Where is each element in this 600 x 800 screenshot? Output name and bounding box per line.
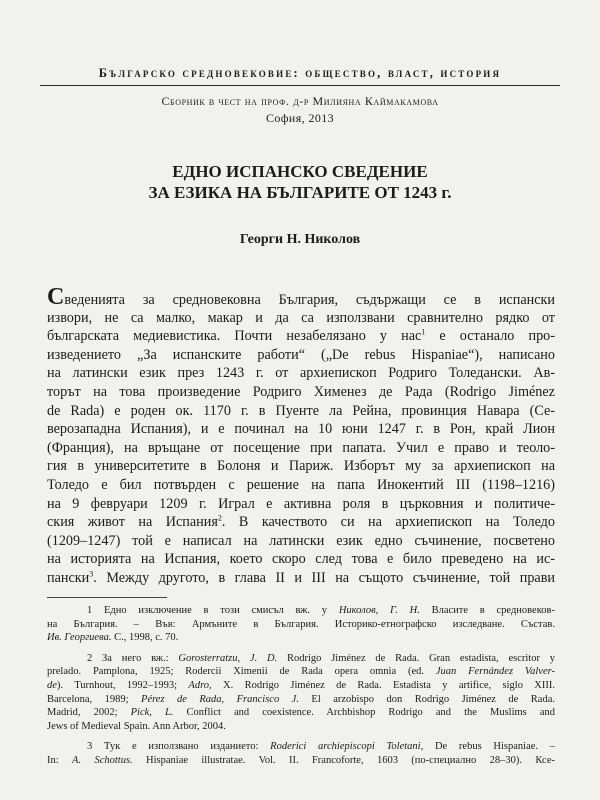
footnote-text: In:	[47, 754, 73, 766]
article-author: Георги Н. Николов	[239, 232, 361, 247]
footnote-author: Roderici archiepiscopi Toletani,	[270, 741, 424, 753]
footnotes	[47, 604, 555, 768]
footnote-text: X. Rodrigo Jiménez de Rada. Estadista y artifice, siglo XIII.	[211, 679, 555, 691]
footnote-line: Jews of Medieval Spain. Ann Arbor, 2004.	[47, 720, 226, 732]
body-line-text: българската медиевистика. Почти незабелязано у нас	[47, 328, 422, 345]
footnote-text: Власите в средновеков-	[419, 605, 555, 616]
drop-cap: С	[47, 284, 65, 310]
body-line: торът на това произведение Родриго Хименез де Рада (Rodrigo Jiménez	[47, 383, 555, 400]
body-line: на латински език през 1243 г. от архиепископ Родриго Толедански. Ав-	[47, 365, 555, 382]
footnote-ref-3[interactable]: 3	[89, 569, 94, 579]
footnote-text: 1 Едно изключение в този смисъл вж. у	[87, 605, 339, 616]
body-line-text: . В качеството си на архиепископ на Толедо	[221, 514, 555, 531]
footnote-text: 3 Тук е използвано изданието:	[87, 741, 271, 753]
footnote-text: El arzobispo don Rodrigo Jiménez de Rada.	[298, 693, 555, 705]
footnote-gap	[47, 733, 555, 740]
footnote-author: Николов, Г. Н.	[338, 605, 420, 616]
article-title-line-2: ЗА ЕЗИКА НА БЪЛГАРИТЕ ОТ 1243 г.	[148, 183, 452, 202]
series-title: Българско средновековие: общество, власт, история	[98, 66, 502, 80]
footnote-text: De rebus Hispaniae. –	[423, 741, 555, 753]
footnote-text: Madrid, 2002;	[47, 707, 131, 719]
footnote-separator	[47, 597, 167, 598]
footnote-text: ). Turnhout, 1992–1993;	[56, 679, 189, 691]
footnote-line	[47, 665, 555, 679]
footnote-text: С., 1998, с. 70.	[111, 632, 179, 644]
festschrift-subtitle: Сборник в чест на проф. д-р Милияна Каймакамова	[161, 94, 439, 108]
footnote-text: Barcelona, 1989;	[47, 693, 142, 705]
footnote-author: de	[47, 679, 57, 691]
article-title	[40, 161, 560, 203]
body-line: (1209–1247) той е написал на латински език едно съчинение, посветено	[47, 532, 555, 549]
body-line-text: веденията за средновековна България, съдържащи се в испански	[64, 292, 555, 308]
body-line-text: ския живот на Испания	[47, 514, 218, 531]
footnote-line	[47, 754, 555, 768]
body-line-text: пански	[47, 569, 90, 586]
body-line: de Rada) е роден ок. 1170 г. в Пуенте ла Рейна, провинция Навара (Се-	[47, 402, 555, 419]
body-line: на 9 февруари 1209 г. Играл е активна роля в църковния и политиче-	[47, 495, 555, 512]
footnote-author: Juan Fernández Valver-	[435, 666, 555, 678]
header-rule	[40, 85, 560, 86]
body-line: изведението „За испанските работи“ („De rebus Hispaniae“), написано	[47, 346, 555, 363]
body-line: извори, не са малко, макар и да са използвани сравнително рядко от	[47, 309, 555, 326]
footnote-text: Rodrigo Jiménez de Rada. Gran estadista, escritor y	[277, 652, 555, 664]
footnote-author: Ив. Георгиева.	[47, 632, 112, 644]
body-line	[47, 513, 555, 532]
body-paragraph	[47, 284, 555, 588]
footnote-ref-1[interactable]: 1	[421, 327, 426, 337]
body-line	[47, 327, 555, 346]
body-line: гия в университетите в Болоня и Париж. Изборът му за архиепископ на	[47, 458, 555, 475]
footnote-ref-2[interactable]: 2	[217, 513, 222, 523]
footnote-author: A. Schottus.	[72, 754, 133, 766]
footnote-1	[47, 604, 555, 618]
footnote-text: Conflict and coexistence. Archbishop Rodrigo and the Muslims and	[173, 707, 556, 719]
body-line-text: е останало про-	[425, 328, 555, 345]
body-line: на историята на Испания, което скоро след това е било преведено на ис-	[47, 551, 555, 568]
article-title-line-1: ЕДНО ИСПАНСКО СВЕДЕНИЕ	[172, 162, 428, 181]
footnote-author: Gorosterratzu, J. D.	[178, 652, 278, 664]
place-year: София, 2013	[265, 111, 335, 125]
footnote-line	[47, 631, 555, 645]
footnote-author: Pick, L.	[130, 707, 174, 719]
body-line-text: . Между другото, в глава II и III на същото съчинение, той прави	[93, 569, 555, 586]
footnote-2	[47, 652, 555, 666]
footnote-line	[47, 706, 555, 720]
footnote-line	[47, 693, 555, 707]
footnote-text: 2 За него вж.:	[87, 652, 179, 664]
body-line: (Франция), на връщане от посещение при папата. Учил е право и теоло-	[47, 439, 555, 456]
footnote-gap	[47, 645, 555, 652]
body-line: верозападна Испания), и е починал на 10 юни 1247 г. в Рон, край Лион	[47, 421, 555, 438]
footnote-line	[47, 679, 555, 693]
body-line: Толедо е бил потвърден с решение на папа Инокентий III (1198–1216)	[47, 476, 555, 493]
body-line	[47, 284, 555, 310]
footnote-3	[47, 740, 555, 754]
footnote-author: Pérez de Rada, Francisco J.	[141, 693, 299, 705]
footnote-author: Adro,	[188, 679, 212, 691]
body-line	[47, 569, 555, 588]
footnote-text: prelado. Pamplona, 1925; Rodercii Ximenii de Rada opera omnia (ed.	[47, 666, 436, 678]
footnote-text: Hispaniae illustratae. Vol. II. Francoforte, 1603 (по-специално 28–30). Ксе-	[132, 754, 556, 766]
footnote-line: на България. – Във: Армъните в България. Историко-етнографско изследване. Състав.	[47, 618, 555, 630]
